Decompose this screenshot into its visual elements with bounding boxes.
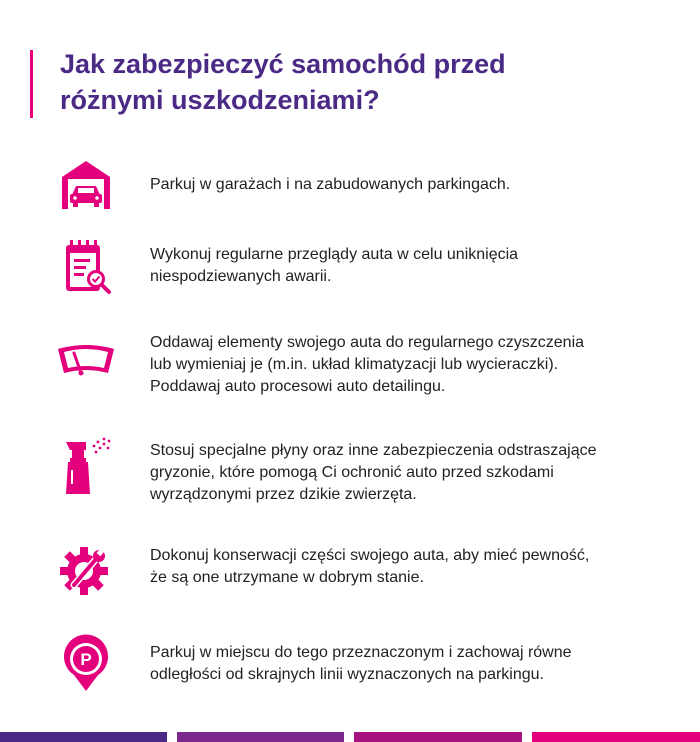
tip-line: wyrządzonymi przez dzikie zwierzęta. <box>150 486 417 503</box>
page-title <box>60 46 660 118</box>
tip-line: Parkuj w miejscu do tego przeznaczonym i zachowaj równe <box>150 644 572 661</box>
tip-text <box>150 332 670 398</box>
tip-line: Stosuj specjalne płyny oraz inne zabezpieczenia odstraszające <box>150 442 597 459</box>
title-line-2: różnymi uszkodzeniami? <box>60 85 380 115</box>
tip-line: odległości od skrajnych linii wyznaczonych na parkingu. <box>150 666 544 683</box>
tip-line: Dokonuj konserwacji części swojego auta, aby mieć pewność, <box>150 547 590 564</box>
bottom-bar-segment <box>354 732 522 742</box>
tip-text <box>150 440 670 506</box>
tip-line: lub wymieniaj je (m.in. układ klimatyzacji lub wycieraczki). <box>150 356 559 373</box>
tip-line: gryzonie, które pomogą Ci ochronić auto przed szkodami <box>150 464 554 481</box>
tip-line: Parkuj w garażach i na zabudowanych parkingach. <box>150 176 511 193</box>
title-accent-bar <box>30 50 33 118</box>
tip-text <box>150 244 670 288</box>
bottom-bar-segment <box>177 732 344 742</box>
title-line-1: Jak zabezpieczyć samochód przed <box>60 49 506 79</box>
tip-line: że są one utrzymane w dobrym stanie. <box>150 569 424 586</box>
windshield-wiper-icon <box>56 335 116 395</box>
tip-line: Oddawaj elementy swojego auta do regularnego czyszczenia <box>150 334 585 351</box>
bottom-bar-segment <box>532 732 700 742</box>
spray-bottle-icon <box>56 436 116 496</box>
gear-wrench-icon <box>56 541 116 601</box>
svg-text:P: P <box>80 650 92 669</box>
tip-line: niespodziewanych awarii. <box>150 268 332 285</box>
tip-text <box>150 174 670 196</box>
garage-car-icon <box>56 155 116 215</box>
tip-line: Wykonuj regularne przeglądy auta w celu uniknięcia <box>150 246 519 263</box>
tip-text <box>150 545 670 589</box>
parking-pin-icon <box>56 633 116 693</box>
tip-line: Poddawaj auto procesowi auto detailingu. <box>150 378 446 395</box>
calendar-checklist-icon <box>56 237 116 297</box>
tip-text <box>150 642 670 686</box>
bottom-bar-segment <box>0 732 167 742</box>
